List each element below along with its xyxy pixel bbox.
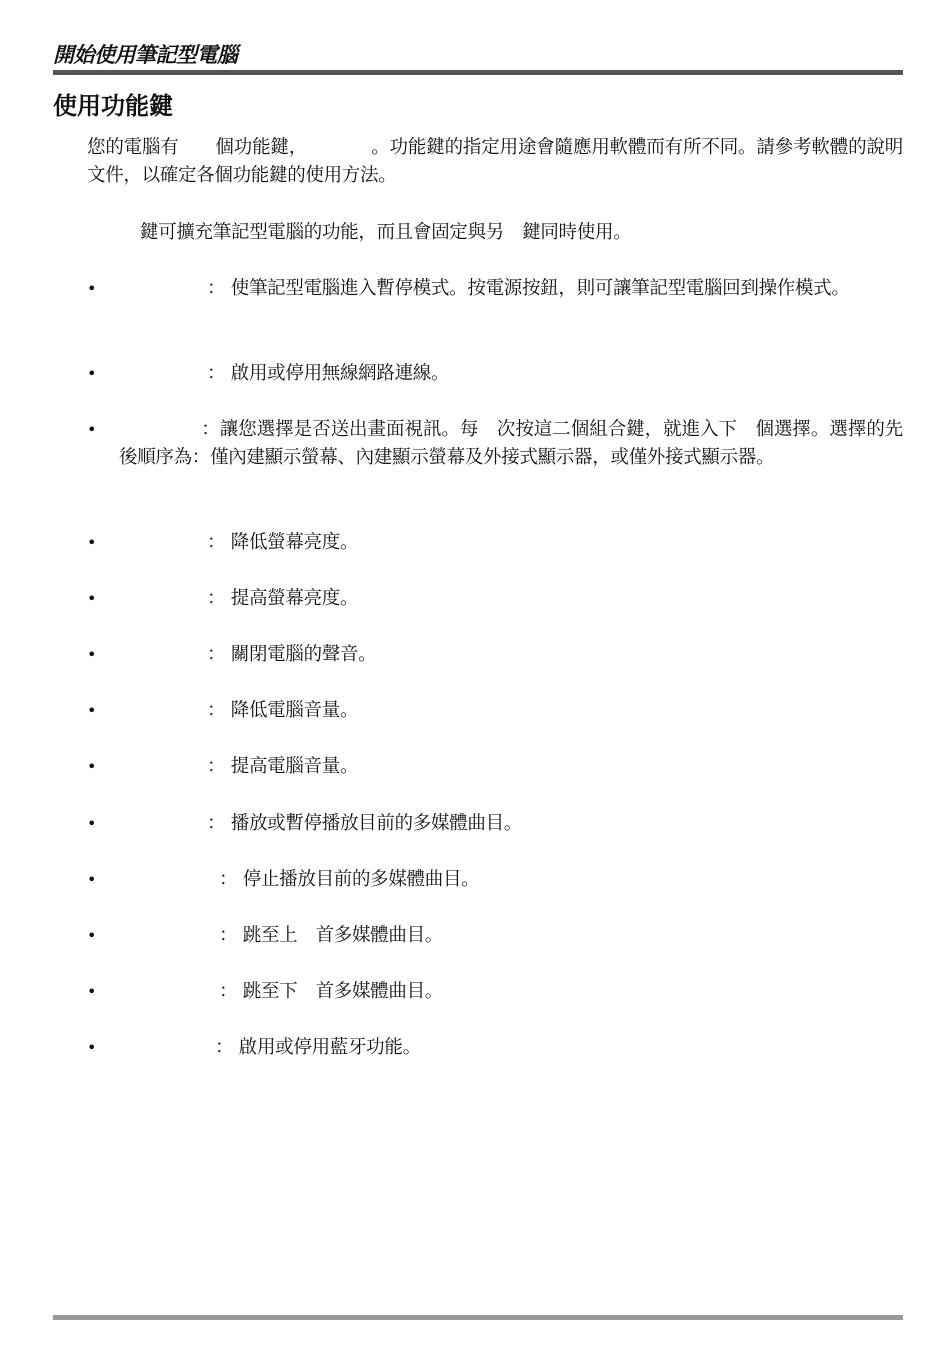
list-item-next-track — [87, 978, 903, 1006]
function-description: ： 關閉電腦的聲音。 — [207, 644, 377, 665]
function-description: ： 降低電腦音量。 — [207, 700, 359, 721]
list-item-wireless — [87, 360, 903, 388]
list-item-volume-up — [87, 753, 903, 781]
list-item-stop — [87, 866, 903, 894]
intro-paragraph: 您的電腦有 個功能鍵， 。功能鍵的指定用途會隨應用軟體而有所不同。請參考軟體的說明文件，以確定各個功能鍵的使用方法。 — [87, 137, 903, 186]
list-item-volume-down — [87, 697, 903, 725]
function-description: ： 降低螢幕亮度。 — [207, 532, 359, 553]
bullet: • — [87, 701, 97, 720]
list-item-brightness-down — [87, 529, 903, 557]
function-description: ： 停止播放目前的多媒體曲目。 — [219, 869, 480, 890]
list-item-play-pause — [87, 810, 903, 838]
list-item-sleep — [87, 275, 903, 303]
function-description: ： 提高螢幕亮度。 — [207, 588, 359, 609]
bullet: • — [87, 982, 97, 1001]
fn-key-note: 鍵可擴充筆記型電腦的功能，而且會固定與另 鍵同時使用。 — [140, 222, 632, 243]
function-description: ：讓您選擇是否送出畫面視訊。每 次按這二個組合鍵，就進入下 個選擇。選擇的先後順序為：僅內建顯示螢幕、內建顯示螢幕及外接式顯示器，或僅外接式顯示器。 — [119, 419, 903, 468]
bullet: • — [87, 645, 97, 664]
bullet: • — [87, 589, 97, 608]
bullet: • — [87, 870, 97, 889]
list-item-bluetooth — [87, 1034, 903, 1062]
function-description: ： 啟用或停用無線網路連線。 — [207, 363, 450, 384]
bullet: • — [87, 1038, 97, 1057]
function-description: ： 跳至下 首多媒體曲目。 — [219, 981, 443, 1002]
function-description: ： 使筆記型電腦進入暫停模式。按電源按鈕，則可讓筆記型電腦回到操作模式。 — [207, 278, 850, 299]
chapter-header — [53, 40, 903, 70]
bullet: • — [87, 757, 97, 776]
bullet: • — [87, 279, 97, 298]
function-description: ： 提高電腦音量。 — [207, 756, 359, 777]
list-item-mute — [87, 641, 903, 669]
header-rule — [53, 70, 903, 75]
bullet: • — [87, 420, 97, 439]
footer-rule — [53, 1315, 903, 1320]
list-item-display-switch — [87, 416, 903, 472]
bullet: • — [87, 364, 97, 383]
function-description: ： 播放或暫停播放目前的多媒體曲目。 — [207, 813, 522, 834]
bullet: • — [87, 814, 97, 833]
bullet: • — [87, 926, 97, 945]
chapter-title: 開始使用筆記型電腦 — [53, 43, 238, 67]
function-description: ： 啟用或停用藍牙功能。 — [215, 1037, 421, 1058]
bullet: • — [87, 533, 97, 552]
list-item-previous-track — [87, 922, 903, 950]
list-item-brightness-up — [87, 585, 903, 613]
section-title: 使用功能鍵 — [53, 92, 173, 120]
function-description: ： 跳至上 首多媒體曲目。 — [219, 925, 443, 946]
